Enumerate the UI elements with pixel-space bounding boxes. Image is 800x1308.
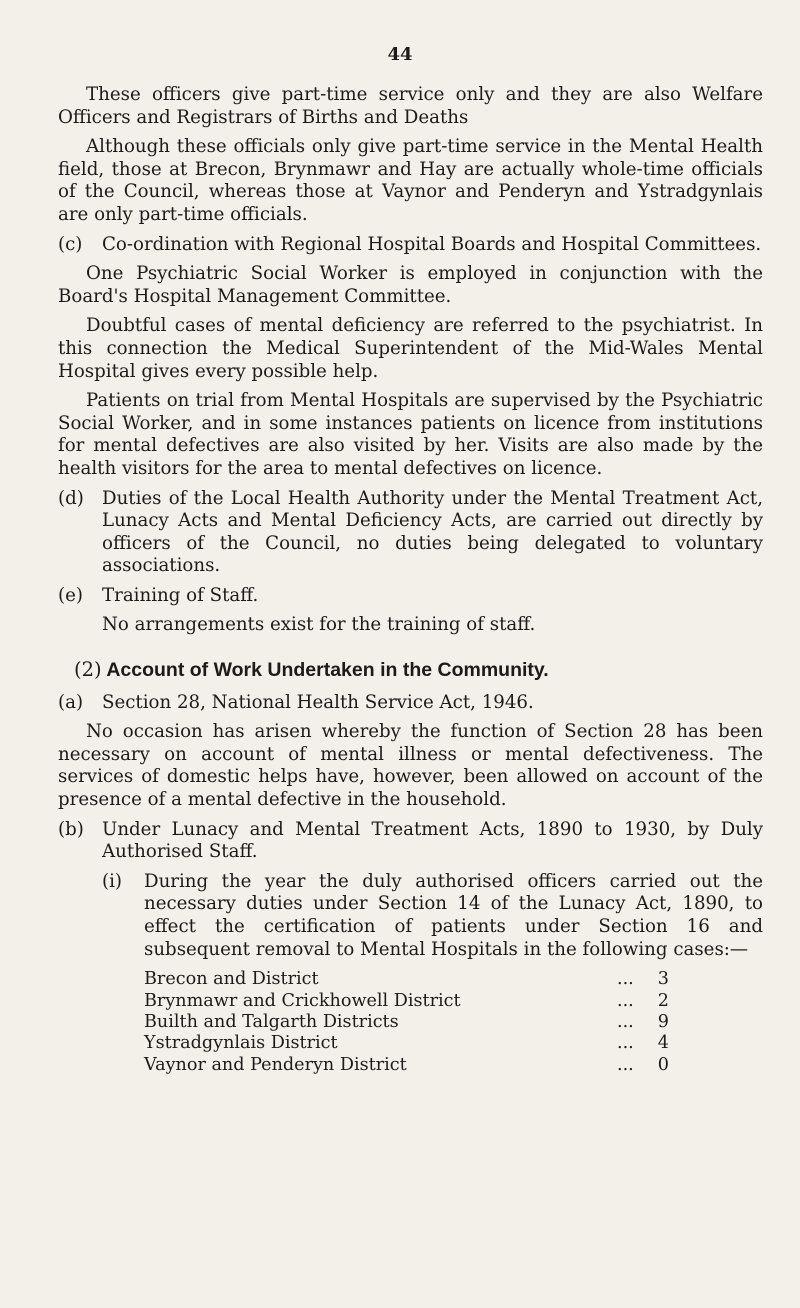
case-row	[144, 991, 669, 1012]
item-c-label: (c)	[58, 233, 83, 255]
case-district: Brynmawr and Crickhowell District	[144, 990, 461, 1011]
case-leader: ...	[617, 969, 634, 990]
case-district: Ystradgynlais District	[144, 1033, 338, 1054]
paragraph-training: No arrangements exist for the training of staff.	[102, 614, 536, 636]
case-count: 3	[657, 969, 669, 990]
case-leader: ...	[617, 1033, 634, 1054]
item-c-text: Co-ordination with Regional Hospital Boards and Hospital Committees.	[102, 233, 762, 255]
section-2-number: (2)	[74, 658, 102, 682]
paragraph-psychiatric-worker: One Psychiatric Social Worker is employed in conjunction with the Board's Hospital Management Committee.	[58, 263, 763, 307]
paragraph-section-28: No occasion has arisen whereby the function of Section 28 has been necessary on account of mental illness or mental defectiveness. The services of domestic helps have, however, been allowed on account of the presence of a mental defective in the household.	[58, 721, 763, 811]
item-b-text: Under Lunacy and Mental Treatment Acts, 1890 to 1930, by Duly Authorised Staff.	[102, 818, 763, 863]
case-row	[144, 1012, 669, 1033]
case-leader: ...	[617, 990, 634, 1011]
paragraph-patients-on-trial: Patients on trial from Mental Hospitals are supervised by the Psychiatric Social Worker, and in some instances patients on licence from institutions for mental defectives are also visited by her. Visits are also made by the health visitors for the area to mental defectives on licence.	[58, 390, 763, 479]
paragraph-part-time-officers: These officers give part-time service only and they are also Welfare Officers and Registrars of Births and Deaths	[58, 84, 763, 128]
item-e-label: (e)	[58, 584, 83, 606]
case-row	[144, 969, 669, 990]
item-b-label: (b)	[58, 818, 84, 840]
paragraph-officials: Although these officials only give part-time service in the Mental Health field, those at Brecon, Brynmawr and Hay are actually whole-time officials of the Council, whereas those at Vaynor and Penderyn and Ystradgynlais are only part-time officials.	[58, 136, 763, 225]
item-c	[58, 234, 763, 257]
item-b	[58, 819, 763, 864]
case-leader: ...	[617, 1054, 634, 1075]
case-row	[144, 1033, 669, 1054]
page-number: 44	[387, 44, 413, 65]
section-2-heading	[74, 659, 763, 682]
case-district: Vaynor and Penderyn District	[144, 1054, 407, 1075]
case-district: Brecon and District	[144, 969, 319, 990]
item-d-label: (d)	[58, 487, 84, 509]
case-row	[144, 1055, 669, 1076]
page-content	[58, 84, 763, 1076]
case-count: 2	[657, 990, 669, 1011]
item-b-i-label: (i)	[102, 870, 123, 892]
item-e	[58, 585, 763, 608]
item-d-text: Duties of the Local Health Authority under the Mental Treatment Act, Lunacy Acts and Mental Deficiency Acts, are carried out directly by officers of the Council, no duties being delegated to voluntary associations.	[102, 487, 763, 577]
cases-list	[144, 969, 669, 1076]
case-count: 9	[657, 1012, 669, 1032]
item-a-label: (a)	[58, 691, 84, 713]
item-a-text: Section 28, National Health Service Act, 1946.	[102, 691, 534, 713]
item-d	[58, 488, 763, 578]
case-count: 4	[657, 1033, 669, 1054]
case-district: Builth and Talgarth Districts	[144, 1012, 399, 1032]
item-b-i	[102, 871, 763, 961]
section-2-title: Account of Work Undertaken in the Community.	[106, 659, 549, 682]
item-b-i-text: During the year the duly authorised officers carried out the necessary duties under Section 14 of the Lunacy Act, 1890, to effect the certification of patients under Section 16 and subsequent removal to Mental Hospitals in the following cases:—	[144, 870, 763, 960]
case-leader: ...	[617, 1012, 634, 1032]
case-count: 0	[657, 1054, 669, 1075]
item-e-text: Training of Staff.	[102, 584, 259, 606]
item-a	[58, 692, 763, 715]
paragraph-doubtful-cases: Doubtful cases of mental deficiency are referred to the psychiatrist. In this connection the Medical Superintendent of the Mid-Wales Mental Hospital gives every possible help.	[58, 315, 763, 382]
